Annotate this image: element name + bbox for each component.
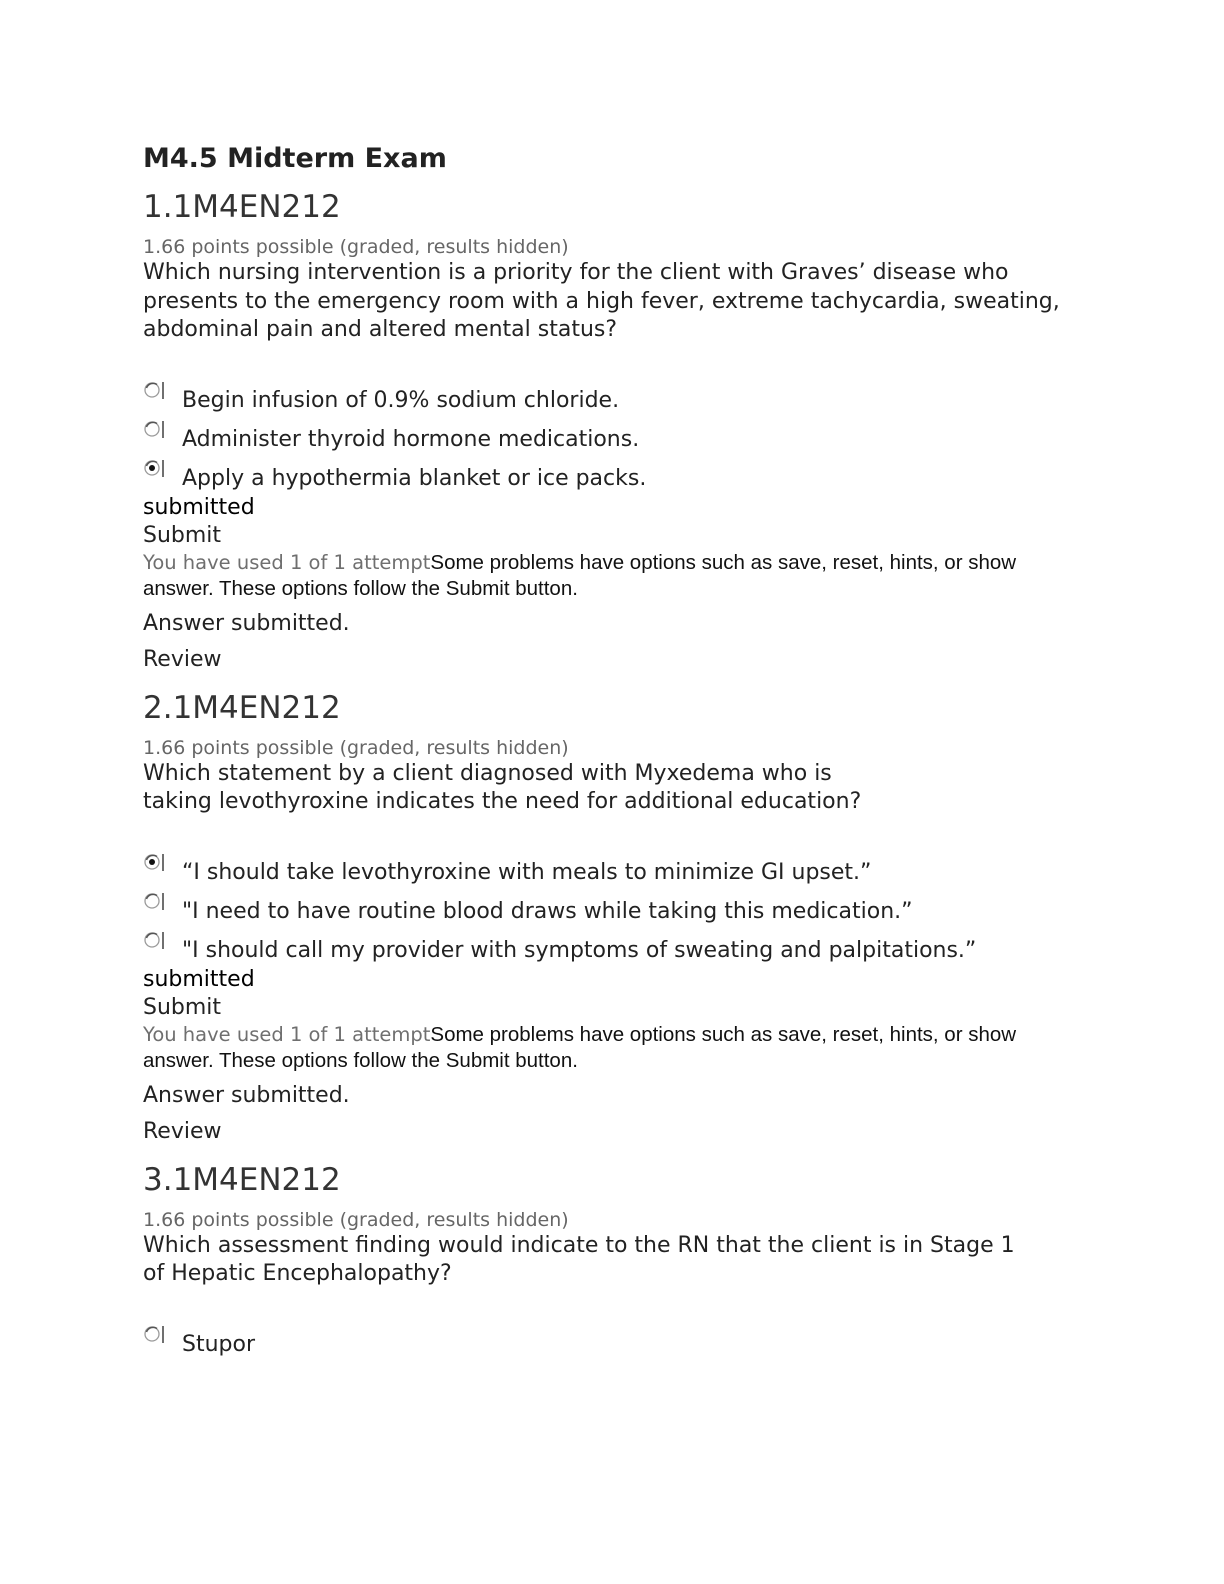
radio-selected-icon[interactable] — [143, 457, 165, 479]
attempts-used: You have used 1 of 1 attempt — [143, 550, 431, 574]
attempts-info — [143, 550, 1083, 602]
question-2 — [143, 688, 1083, 1146]
answer-options — [143, 1331, 1083, 1363]
radio-unselected-icon[interactable] — [143, 418, 165, 440]
options-note: Some problems have options such as save, reset, hints, or show answer. These options follow the Submit button. — [143, 550, 1017, 600]
answer-option[interactable] — [143, 898, 1083, 930]
answer-option-selected[interactable] — [143, 465, 1083, 497]
question-heading: 2.1M4EN212 — [143, 689, 341, 726]
attempts-info — [143, 1022, 1083, 1074]
answer-option[interactable] — [143, 387, 1083, 419]
question-prompt-line: Which statement by a client diagnosed with Myxedema who is — [143, 760, 832, 786]
answer-option[interactable] — [143, 1331, 1083, 1363]
options-note: Some problems have options such as save, reset, hints, or show answer. These options follow the Submit button. — [143, 1022, 1017, 1072]
question-prompt — [143, 1232, 1083, 1289]
option-label: "I need to have routine blood draws while taking this medication.” — [182, 898, 913, 924]
question-prompt — [143, 760, 1083, 817]
option-label: Administer thyroid hormone medications. — [182, 426, 640, 452]
option-label: “I should take levothyroxine with meals to minimize GI upset.” — [182, 859, 872, 885]
answer-options — [143, 859, 1083, 969]
question-3 — [143, 1160, 1083, 1363]
option-label: Begin infusion of 0.9% sodium chloride. — [182, 387, 620, 413]
answer-option[interactable] — [143, 937, 1083, 969]
question-prompt — [143, 259, 1083, 345]
radio-unselected-icon[interactable] — [143, 929, 165, 951]
question-prompt-line: taking levothyroxine indicates the need for additional education? — [143, 789, 862, 814]
question-heading: 1.1M4EN212 — [143, 189, 341, 225]
question-1 — [143, 187, 1083, 674]
question-prompt-text: Which nursing intervention is a priority for the client with Graves’ disease who presents to the emergency room with a high fever, extreme tachycardia, sweating, abdominal pain and altered mental status? — [143, 260, 1060, 342]
question-prompt-line: of Hepatic Encephalopathy? — [143, 1261, 452, 1286]
answer-option[interactable] — [143, 426, 1083, 458]
option-label: "I should call my provider with symptoms of sweating and palpitations.” — [182, 937, 977, 963]
review-link[interactable]: Review — [143, 646, 222, 672]
option-label: Apply a hypothermia blanket or ice packs. — [182, 465, 647, 491]
answer-status: Answer submitted. — [143, 610, 350, 636]
points-possible: 1.66 points possible (graded, results hidden) — [143, 1208, 569, 1231]
radio-unselected-icon[interactable] — [143, 379, 165, 401]
submit-button[interactable]: Submit — [143, 522, 222, 548]
submit-button[interactable]: Submit — [143, 994, 222, 1020]
option-label: Stupor — [182, 1331, 256, 1357]
question-prompt-line: Which assessment finding would indicate to the RN that the client is in Stage 1 — [143, 1232, 1015, 1258]
points-possible: 1.66 points possible (graded, results hidden) — [143, 736, 569, 759]
radio-selected-icon[interactable] — [143, 851, 165, 873]
exam-page — [143, 139, 1083, 1363]
radio-unselected-icon[interactable] — [143, 1323, 165, 1345]
points-possible: 1.66 points possible (graded, results hidden) — [143, 236, 569, 258]
submission-status: submitted — [143, 494, 255, 520]
answer-options — [143, 387, 1083, 497]
answer-option-selected[interactable] — [143, 859, 1083, 891]
submission-status: submitted — [143, 966, 255, 992]
question-heading: 3.1M4EN212 — [143, 1161, 341, 1198]
review-link[interactable]: Review — [143, 1118, 222, 1144]
radio-unselected-icon[interactable] — [143, 890, 165, 912]
answer-status: Answer submitted. — [143, 1082, 350, 1108]
attempts-used: You have used 1 of 1 attempt — [143, 1022, 431, 1046]
page-title: M4.5 Midterm Exam — [143, 143, 447, 174]
